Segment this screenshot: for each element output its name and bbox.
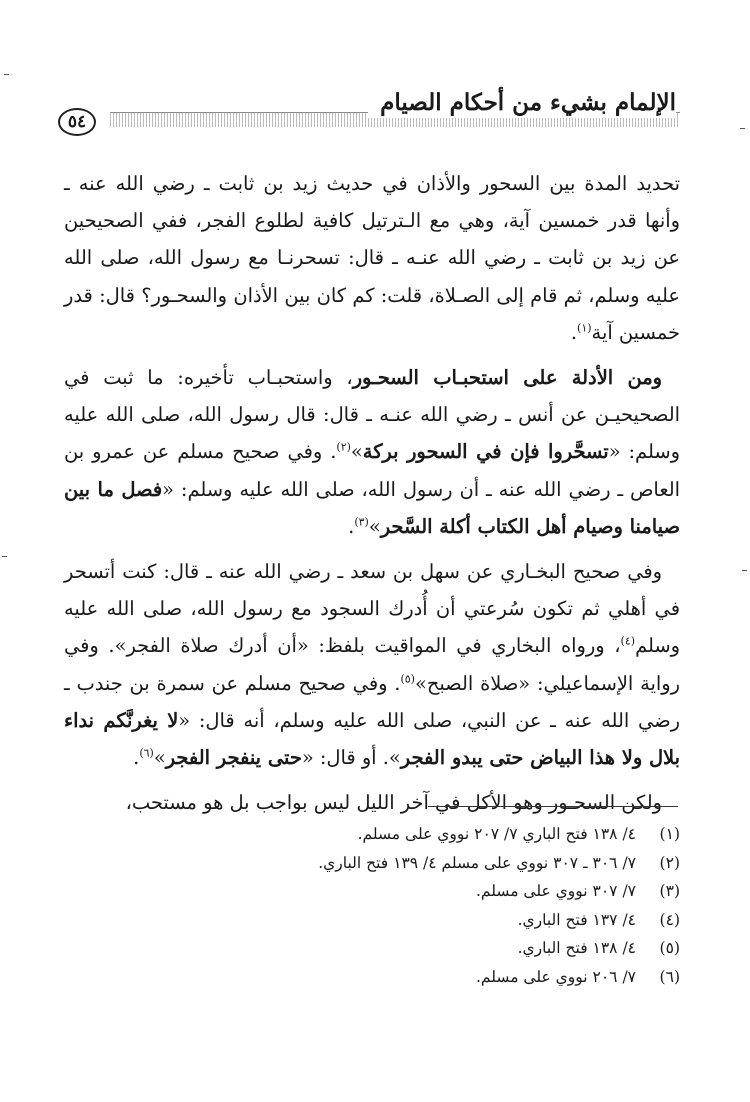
text-run: . — [348, 514, 355, 538]
text-run: ، ورواه البخاري في المواقيت بلفظ: «أن أدرك صلاة الفجر». وفي رواية الإسماعيلي: «صلاة الصبح» — [64, 634, 680, 695]
footnote-number: (٦) — [659, 967, 680, 986]
margin-mark — [742, 570, 747, 571]
bold-phrase: حتى ينفجر الفجر — [165, 746, 302, 770]
footnote-ref: (٣) — [354, 515, 369, 529]
text-run: . وفي صحيح مسلم عن سمرة بن جندب ـ رضي الله عنه ـ عن النبي، صلى الله عليه وسلم، أنه قال: « — [64, 671, 680, 732]
footnotes — [64, 820, 680, 992]
text-run: . وفي صحيح مسلم عن عمرو بن العاص ـ رضي الله عنه ـ أن رسول الله، صلى الله عليه وسلم: « — [64, 440, 680, 501]
footnote-divider — [428, 806, 678, 807]
margin-mark — [4, 74, 9, 75]
margin-mark — [2, 556, 7, 557]
footnote-ref: (١) — [577, 321, 592, 335]
text-run: » — [153, 746, 166, 770]
text-run: » — [350, 440, 363, 464]
running-title: الإلمام بشيء من أحكام الصيام — [368, 88, 676, 118]
footnote-text: ٧/ ٢٠٦ نووي على مسلم. — [476, 967, 636, 986]
text-run: تحديد المدة بين السحور والأذان في حديث زيد بن ثابت ـ رضي الله عنه ـ وأنها قدر خمسين آية، وهي مع الـترتيل كافية لطلوع الفجر، ففي الصحيحين عن زيد بن ثابت ـ رضي الله عنـه ـ قال: تسحرنـا مع رسول الله، صلى الله عليه وسلم، ثم قام إلى الصـلاة، قلت: كم كان بين الأذان والسحـور؟ قال: قدر خمسين آية — [64, 172, 680, 344]
footnote-ref: (٦) — [139, 746, 154, 760]
text-run: ». أو قال: « — [301, 746, 401, 770]
footnote-text: ٧/ ٣٠٧ نووي على مسلم. — [476, 882, 636, 901]
footnote-text: ٤/ ١٣٨ فتح الباري. — [517, 939, 636, 958]
text-run: ، واستحبـاب تأخيره: ما ثبت في الصحيحيـن عن أنس ـ رضي الله عنـه ـ قال: قال رسول الله، صلى الله عليه وسلم: « — [64, 366, 680, 464]
footnote — [64, 877, 680, 906]
text-run: » — [368, 514, 381, 538]
bold-phrase: فصل ما بين صيامنا وصيام أهل الكتاب أكلة السَّحر — [64, 477, 680, 538]
footnote — [64, 849, 680, 878]
paragraph — [64, 359, 680, 545]
footnote-number: (٣) — [659, 882, 680, 901]
page-number: ٥٤ — [58, 108, 96, 136]
page-header — [58, 88, 680, 134]
text-run: ولكن السحـور وهو الأكل في آخر الليل ليس بواجب بل هو مستحب، — [125, 791, 662, 815]
bold-phrase: لا يغرنَّكم نداء بلال ولا هذا البياض حتى يبدو الفجر — [64, 708, 680, 770]
footnote-number: (٢) — [659, 853, 680, 872]
footnote — [64, 906, 680, 935]
footnote-number: (١) — [659, 825, 680, 843]
footnote-ref: (٥) — [400, 672, 415, 686]
main-text — [64, 165, 680, 829]
footnote-text: ٤/ ١٣٨ فتح الباري ٧/ ٢٠٧ نووي على مسلم. — [357, 825, 636, 843]
footnote-number: (٥) — [659, 939, 680, 958]
text-run: . — [570, 320, 578, 344]
footnote-text: ٤/ ١٣٧ فتح الباري. — [517, 910, 636, 929]
footnote-text: ٧/ ٣٠٦ ـ ٣٠٧ نووي على مسلم ٤/ ١٣٩ فتح الباري. — [318, 853, 636, 872]
paragraph — [64, 784, 680, 821]
bold-phrase: ومن الأدلة على استحبـاب السحـور — [352, 366, 663, 390]
footnote-ref: (٤) — [620, 634, 636, 648]
footnote-number: (٤) — [659, 910, 680, 929]
text-run: وفي صحيح البخـاري عن سهل بن سعد ـ رضي الله عنه ـ قال: كنت أتسحر في أهلي ثم تكون سُرعتي أن أُدرك السجود مع رسول الله، صلى الله عليه وسلم — [64, 560, 680, 658]
text-run: . — [133, 746, 140, 770]
footnote — [64, 934, 680, 963]
bold-phrase: تسحَّروا فإن في السحور بركة — [362, 440, 609, 464]
footnote — [64, 963, 680, 992]
margin-mark — [740, 128, 745, 129]
paragraph — [64, 165, 680, 351]
footnote — [64, 820, 680, 849]
paragraph — [64, 553, 680, 776]
footnote-ref: (٢) — [336, 440, 351, 454]
